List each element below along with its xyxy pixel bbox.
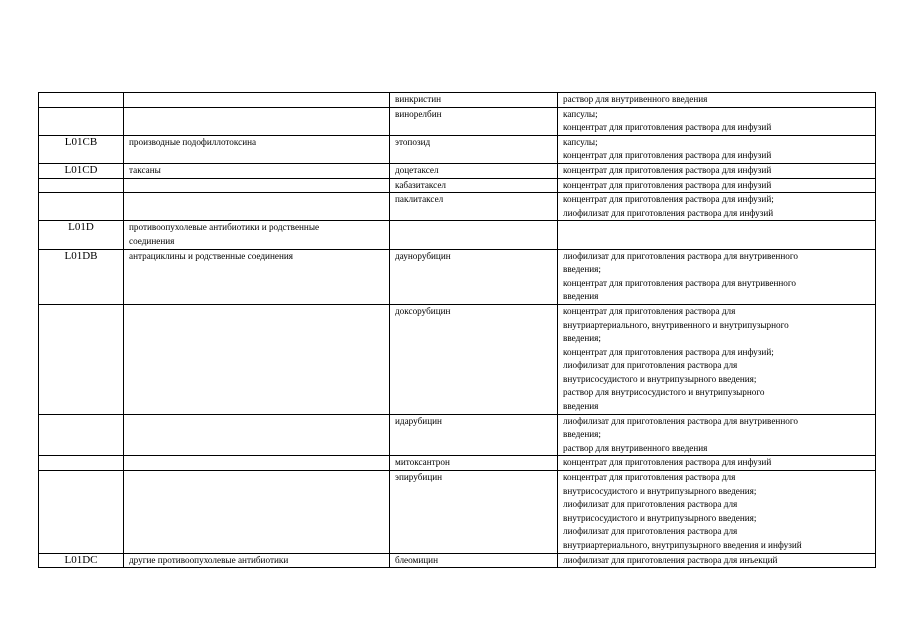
drug-name: даунорубицин: [390, 249, 558, 304]
dosage-form: [558, 221, 876, 249]
table-row: [39, 414, 876, 456]
table-row: [39, 163, 876, 178]
dosage-form: капсулы; концентрат для приготовления раствора для инфузий: [558, 107, 876, 135]
drug-group: [124, 304, 390, 414]
dosage-form: концентрат для приготовления раствора для инфузий: [558, 456, 876, 471]
table-row: [39, 471, 876, 554]
drug-group: [124, 193, 390, 221]
dosage-form: концентрат для приготовления раствора для внутриартериального, внутривенного и внутрипузырного введения; концентрат для приготовления раствора для инфузий; лиофилизат для приготовления раствора для внутрисосудистого и внутрипузырного введения; раствор для внутрисосудистого и внутрипузырного введения: [558, 304, 876, 414]
drug-name: этопозид: [390, 135, 558, 163]
drug-group: производные подофиллотоксина: [124, 135, 390, 163]
drug-group: [124, 93, 390, 108]
drug-group: таксаны: [124, 163, 390, 178]
atc-code: L01CD: [39, 163, 124, 178]
atc-code: L01DB: [39, 249, 124, 304]
table-row: [39, 553, 876, 568]
drug-group: антрациклины и родственные соединения: [124, 249, 390, 304]
drug-name: винкристин: [390, 93, 558, 108]
table-row: [39, 135, 876, 163]
dosage-form: концентрат для приготовления раствора для инфузий: [558, 163, 876, 178]
drug-group: [124, 178, 390, 193]
drug-name: доксорубицин: [390, 304, 558, 414]
drug-group: [124, 456, 390, 471]
drug-name: кабазитаксел: [390, 178, 558, 193]
atc-code: L01DC: [39, 553, 124, 568]
dosage-form: концентрат для приготовления раствора для внутрисосудистого и внутрипузырного введения; лиофилизат для приготовления раствора для внутрисосудистого и внутрипузырного введения; лиофилизат для приготовления раствора для внутриартериального, внутрипузырного введения и инфузий: [558, 471, 876, 554]
dosage-form: капсулы; концентрат для приготовления раствора для инфузий: [558, 135, 876, 163]
drug-group: [124, 471, 390, 554]
drug-name: митоксантрон: [390, 456, 558, 471]
atc-code: [39, 178, 124, 193]
dosage-form: раствор для внутривенного введения: [558, 93, 876, 108]
drug-name: доцетаксел: [390, 163, 558, 178]
table-row: [39, 304, 876, 414]
dosage-form: концентрат для приготовления раствора для инфузий: [558, 178, 876, 193]
atc-code: [39, 414, 124, 456]
atc-code: L01D: [39, 221, 124, 249]
dosage-form: лиофилизат для приготовления раствора для инъекций: [558, 553, 876, 568]
table-row: [39, 178, 876, 193]
table-row: [39, 456, 876, 471]
drug-name: паклитаксел: [390, 193, 558, 221]
dosage-form: лиофилизат для приготовления раствора для внутривенного введения; раствор для внутривенного введения: [558, 414, 876, 456]
table-row: [39, 93, 876, 108]
atc-code: [39, 107, 124, 135]
drug-group: [124, 107, 390, 135]
table-row: [39, 107, 876, 135]
atc-code: [39, 193, 124, 221]
table-row: [39, 249, 876, 304]
drug-group: другие противоопухолевые антибиотики: [124, 553, 390, 568]
drug-name: идарубицин: [390, 414, 558, 456]
dosage-form: концентрат для приготовления раствора для инфузий; лиофилизат для приготовления раствора для инфузий: [558, 193, 876, 221]
table-row: [39, 221, 876, 249]
atc-code: [39, 471, 124, 554]
drug-group: противоопухолевые антибиотики и родственные соединения: [124, 221, 390, 249]
dosage-form: лиофилизат для приготовления раствора для внутривенного введения; концентрат для приготовления раствора для внутривенного введения: [558, 249, 876, 304]
drug-table: [38, 92, 876, 568]
atc-code: [39, 304, 124, 414]
atc-code: L01CB: [39, 135, 124, 163]
drug-name: винорелбин: [390, 107, 558, 135]
drug-name: блеомицин: [390, 553, 558, 568]
table-row: [39, 193, 876, 221]
drug-name: [390, 221, 558, 249]
drug-name: эпирубицин: [390, 471, 558, 554]
drug-group: [124, 414, 390, 456]
atc-code: [39, 456, 124, 471]
atc-code: [39, 93, 124, 108]
